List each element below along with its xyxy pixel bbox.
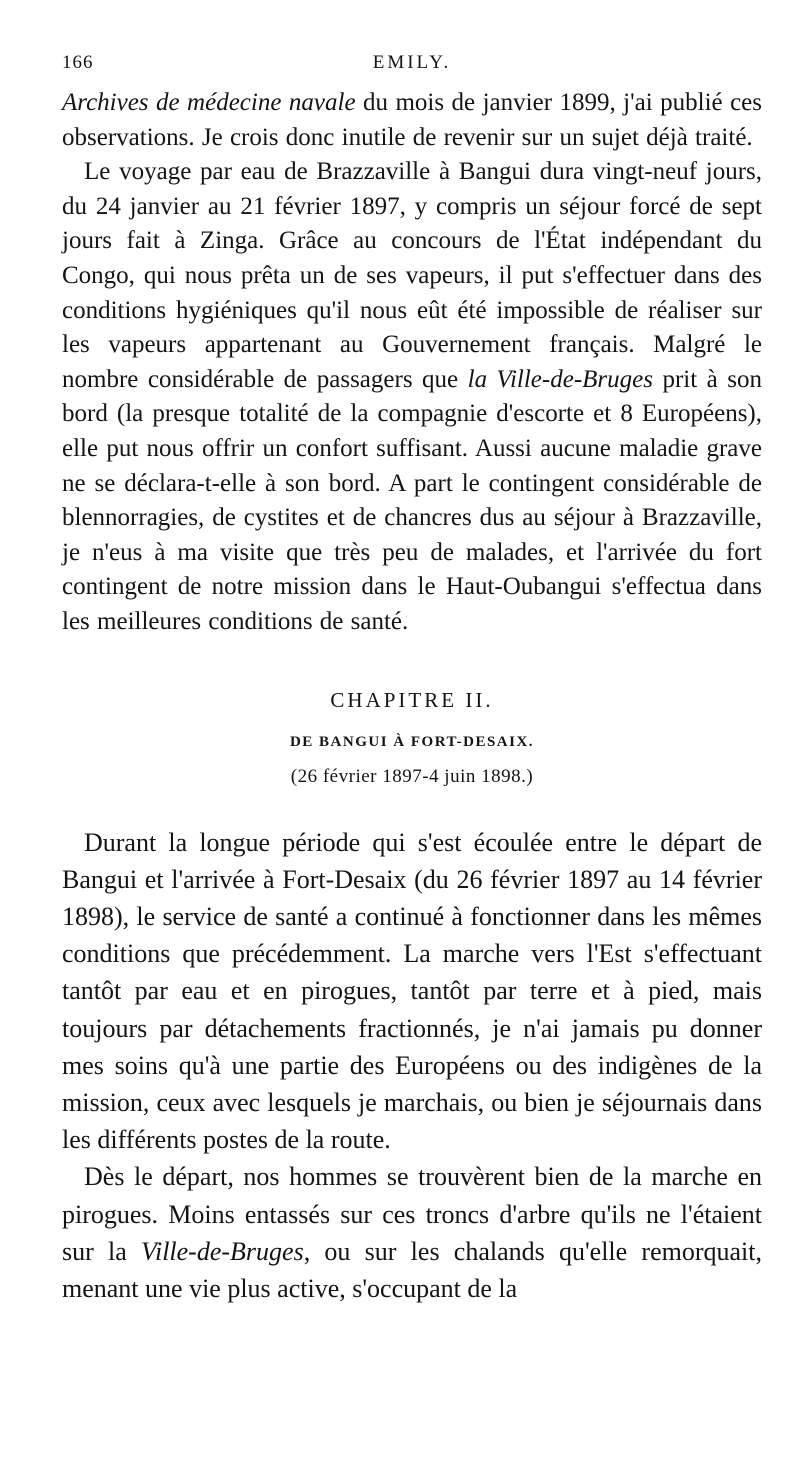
paragraph-2-text-after: prit à son bord (la presque totalité de la compagnie d'escorte et 8 Européens), elle put nous offrir un confort suffisant. Aussi aucune maladie grave ne se déclara-t-elle à son bord. A part le contingent considérable de blennorragies, de cystites et de chancres dus au séjour à Brazzaville, je n'eus à ma visite que très peu de malades, et l'arrivée du fort contingent de notre mission dans le Haut-Oubangui s'effectua dans les meilleures conditions de santé.	[62, 365, 762, 635]
chapter-paragraph-1: Durant la longue période qui s'est écoulée entre le départ de Bangui et l'arrivée à Fort-Desaix (du 26 février 1897 au 14 février 1898), le service de santé a continué à fonctionner dans les mêmes conditions que précédemment. La marche vers l'Est s'effectuant tantôt par eau et en pirogues, tantôt par terre et à pied, mais toujours par détachements fractionnés, je n'ai jamais pu donner mes soins qu'à une partie des Européens ou des indigènes de la mission, ceux avec lesquels je marchais, ou bien je séjournais dans les différents postes de la route.	[62, 827, 762, 1155]
chapter-paragraph-2-text-after: , ou sur les chalands qu'elle remorquait, menant une vie plus active, s'occupant de la	[62, 1236, 762, 1303]
ship-name: la Ville-de-Bruges	[467, 365, 653, 393]
paragraph-2	[62, 155, 762, 639]
paragraph-1	[62, 86, 762, 155]
chapter-body	[62, 824, 762, 1308]
ship-name-2: Ville-de-Bruges	[141, 1236, 304, 1266]
book-page	[62, 52, 762, 1307]
chapter-subtitle: DE BANGUI À FORT-DESAIX.	[289, 733, 535, 750]
running-title: EMILY.	[372, 52, 452, 73]
chapter-paragraph-2-text: Dès le départ, nos hommes se trouvèrent bien de la marche en pirogues. Moins entassés sur ces troncs d'arbre qu'ils ne l'étaient sur la	[62, 1162, 762, 1266]
running-head	[62, 52, 762, 86]
page-number: 166	[62, 52, 94, 73]
paragraph-1-text: du mois de janvier 1899, j'ai publié ces observations. Je crois donc inutile de revenir sur un sujet déjà traité.	[62, 89, 763, 151]
chapter-paragraph-2	[62, 1158, 762, 1307]
chapter-title: CHAPITRE II.	[330, 687, 494, 712]
chapter-dates: (26 février 1897-4 juin 1898.)	[290, 765, 534, 787]
paragraph-2-text: Le voyage par eau de Brazzaville à Bangui dura vingt-neuf jours, du 24 janvier au 21 février 1897, y compris un séjour forcé de sept jours fait à Zinga. Grâce au concours de l'État indépendant du Congo, qui nous prêta un de ses vapeurs, il put s'effectuer dans des conditions hygiéniques qu'il nous eût été impossible de réaliser sur les vapeurs appartenant au Gouvernement français. Malgré le nombre considérable de passagers que	[62, 158, 762, 393]
journal-title: Archives de médecine navale	[62, 89, 356, 116]
